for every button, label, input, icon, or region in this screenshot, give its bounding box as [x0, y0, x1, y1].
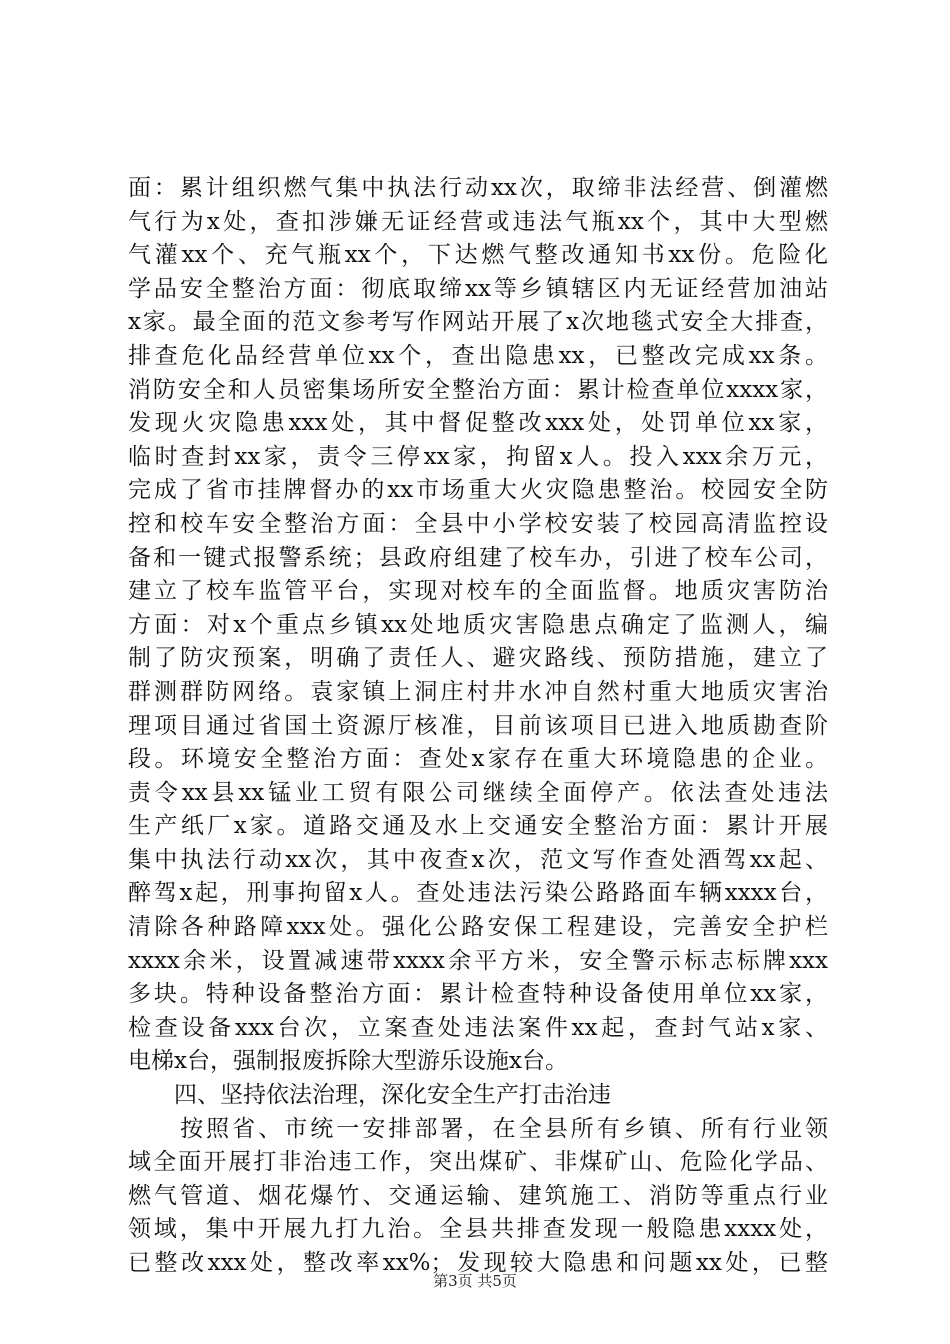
- text-line: 消防安全和人员密集场所安全整治方面：累计检查单位xxxx家，: [128, 376, 828, 403]
- text-line: xxxx余米，设置减速带xxxx余平方米，安全警示标志标牌xxx: [128, 947, 828, 974]
- text-line: 四、坚持依法治理，深化安全生产打击治违: [128, 1082, 611, 1109]
- text-line: 域全面开展打非治违工作，突出煤矿、非煤矿山、危险化学品、: [128, 1149, 828, 1176]
- text-line: 排查危化品经营单位xx个，查出隐患xx，已整改完成xx条。: [128, 342, 828, 369]
- text-line: 清除各种路障xxx处。强化公路安保工程建设，完善安全护栏: [128, 914, 828, 941]
- text-line: x家。最全面的范文参考写作网站开展了x次地毯式安全大排查，: [128, 309, 828, 336]
- text-line: 完成了省市挂牌督办的xx市场重大火灾隐患整治。校园安全防: [128, 477, 828, 504]
- text-line: 发现火灾隐患xxx处，其中督促整改xxx处，处罚单位xx家，: [128, 410, 828, 437]
- text-line: 领域，集中开展九打九治。全县共排查发现一般隐患xxxx处，: [128, 1216, 828, 1243]
- page-footer: 第3页 共5页: [433, 1272, 517, 1290]
- text-line: 燃气管道、烟花爆竹、交通运输、建筑施工、消防等重点行业: [128, 1182, 828, 1209]
- text-line: 段。环境安全整治方面：查处x家存在重大环境隐患的企业。: [128, 746, 828, 773]
- text-line: 群测群防网络。袁家镇上洞庄村井水冲自然村重大地质灾害治: [128, 678, 828, 705]
- text-line: 电梯x台，强制报废拆除大型游乐设施x台。: [128, 1048, 568, 1075]
- text-line: 检查设备xxx台次，立案查处违法案件xx起，查封气站x家、: [128, 1014, 828, 1041]
- text-line: 方面：对x个重点乡镇xx处地质灾害隐患点确定了监测人，编: [128, 611, 828, 638]
- text-line: 气灌xx个、充气瓶xx个，下达燃气整改通知书xx份。危险化: [128, 242, 828, 269]
- text-line: 临时查封xx家，责令三停xx家，拘留x人。投入xxx余万元，: [128, 443, 828, 470]
- text-line: 醉驾x起，刑事拘留x人。查处违法污染公路路面车辆xxxx台，: [128, 880, 828, 907]
- text-line: 理项目通过省国土资源厅核准，目前该项目已进入地质勘查阶: [128, 712, 828, 739]
- text-line: 备和一键式报警系统；县政府组建了校车办，引进了校车公司，: [128, 544, 828, 571]
- text-line: 集中执法行动xx次，其中夜查x次，范文写作查处酒驾xx起、: [128, 846, 828, 873]
- text-line: 控和校车安全整治方面：全县中小学校安装了校园高清监控设: [128, 510, 828, 537]
- text-line: 生产纸厂x家。道路交通及水上交通安全整治方面：累计开展: [128, 813, 828, 840]
- text-line: 气行为x处，查扣涉嫌无证经营或违法气瓶xx个，其中大型燃: [128, 208, 828, 235]
- text-line: 学品安全整治方面：彻底取缔xx等乡镇辖区内无证经营加油站: [128, 275, 828, 302]
- text-line: 按照省、市统一安排部署，在全县所有乡镇、所有行业领: [128, 1115, 828, 1142]
- text-line: 面：累计组织燃气集中执法行动xx次，取缔非法经营、倒灌燃: [128, 175, 828, 201]
- text-line: 责令xx县xx锰业工贸有限公司继续全面停产。依法查处违法: [128, 779, 828, 806]
- text-line: 已整改xxx处，整改率xx%；发现较大隐患和问题xx处，已整: [128, 1250, 828, 1276]
- text-line: 多块。特种设备整治方面：累计检查特种设备使用单位xx家，: [128, 981, 828, 1008]
- text-line: 制了防灾预案，明确了责任人、避灾路线、预防措施，建立了: [128, 645, 828, 672]
- text-line: 建立了校车监管平台，实现对校车的全面监督。地质灾害防治: [128, 578, 828, 605]
- body-text: [128, 172, 828, 1281]
